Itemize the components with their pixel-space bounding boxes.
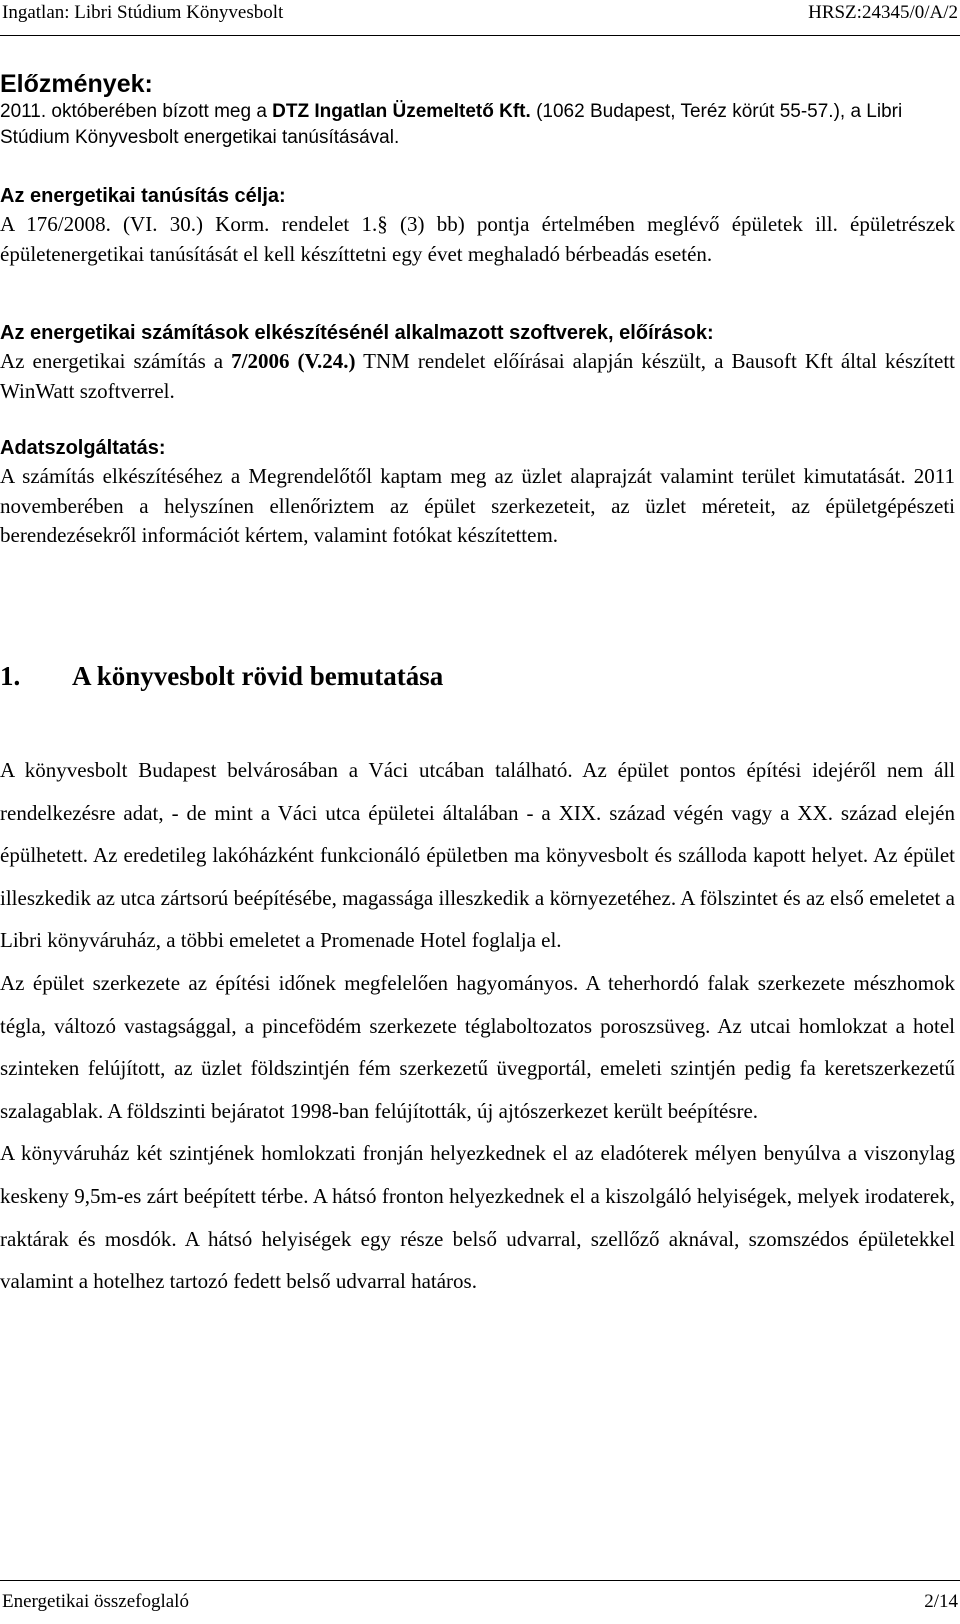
elozmenyek-company: DTZ Ingatlan Üzemeltető Kft. xyxy=(272,101,531,122)
section-1-paragraph-1: A könyvesbolt Budapest belvárosában a Váci utcában található. Az épület pontos építési idejéről nem áll rendelkezésre adat, - de mint a Váci utca épületei általában - a XIX. század végén vagy a XX. század elején épülhetett. Az eredetileg lakóházként funkcionáló épületben ma könyvesbolt és szálloda kapott helyet. Az épület illeszkedik az utca zártsorú beépítésébe, magassága illeszkedik a környezetéhez. A fölszintet és az első emeletet a Libri könyváruház, a többi emeletet a Promenade Hotel foglalja el. xyxy=(0,758,955,953)
adat-text: A számítás elkészítéséhez a Megrendelőtől kaptam meg az üzlet alaprajzát valamint terület kimutatását. 2011 novemberében a helyszínen ellenőriztem az épület szerkezeteit, az üzlet méreteit, az épületgépészeti berendezésekről információt kértem, valamint fotókat készítettem. xyxy=(0,464,955,547)
szoftver-text xyxy=(0,347,955,406)
page-header xyxy=(0,0,960,28)
section-1-title: A könyvesbolt rövid bemutatása xyxy=(72,661,444,691)
footer-page-number: 2/14 xyxy=(924,1591,958,1612)
cel-text: A 176/2008. (VI. 30.) Korm. rendelet 1.§ (3) bb) pontja értelmében meglévő épületek ill. épületrészek épületenergetikai tanúsítását el kell készíttetni egy évet meghaladó bérbeadás esetén. xyxy=(0,212,955,266)
adat-title: Adatszolgáltatás: xyxy=(0,437,166,459)
section-1-paragraph-3: A könyváruház két szintjének homlokzati fronján helyezkednek el az eladóterek mélyen benyúlva a viszonylag keskeny 9,5m-es zárt beépített térbe. A hátsó fronton helyezkednek el a kiszolgáló helyiségek, melyek irodaterek, raktárak és mosdók. A hátsó helyiségek egy része belső udvarral, szellőző aknával, szomszédos épületekkel valamint a hotelhez tartozó fedett belső udvarral határos. xyxy=(0,1141,955,1294)
header-divider xyxy=(0,35,960,36)
footer-doc-title: Energetikai összefoglaló xyxy=(2,1591,189,1612)
page-footer xyxy=(0,1580,960,1610)
elozmenyek-text xyxy=(0,99,955,151)
section-1-paragraph-2: Az épület szerkezete az építési időnek megfelelően hagyományos. A teherhordó falak szerkezete mészhomok tégla, változó vastagsággal, a pincefödém szerkezete téglaboltozatos poroszsüveg. Az utcai homlokzat a hotel szinteken felújított, az üzlet földszintjén fém szerkezetű üvegportál, emeleti szintjén pedig fa keretszerkezetű szalagablak. A földszinti bejáratot 1998-ban felújították, új ajtószerkezet került beépítésre. xyxy=(0,970,955,1123)
section-adatszolgaltatas xyxy=(0,434,955,551)
szoftver-text-part2: TNM rendelet előírásai alapján készült, a Bausoft Kft által készített WinWatt szoftverrel. xyxy=(0,349,955,403)
section-1-heading xyxy=(0,659,955,693)
section-cel xyxy=(0,182,955,269)
header-lot-number: HRSZ:24345/0/A/2 xyxy=(808,2,958,23)
section-1-number: 1. xyxy=(0,661,21,691)
section-szoftver xyxy=(0,319,955,406)
elozmenyek-text-part1: 2011. októberében bízott meg a xyxy=(0,101,273,122)
szoftver-text-part1: Az energetikai számítás a xyxy=(0,349,232,373)
section-1 xyxy=(0,659,955,693)
szoftver-decree: 7/2006 (V.24.) xyxy=(231,349,356,373)
header-property-name: Ingatlan: Libri Stúdium Könyvesbolt xyxy=(2,2,284,23)
section-elozmenyek xyxy=(0,69,955,151)
szoftver-title: Az energetikai számítások elkészítésénél alkalmazott szoftverek, előírások: xyxy=(0,322,714,344)
footer-divider xyxy=(0,1580,960,1581)
elozmenyek-text-part2: (1062 Budapest, Teréz körút 55-57.), a Libri Stúdium Könyvesbolt energetikai tanúsításával. xyxy=(0,101,903,148)
cel-title: Az energetikai tanúsítás célja: xyxy=(0,185,286,207)
section-1-body xyxy=(0,749,955,1303)
elozmenyek-title: Előzmények: xyxy=(0,70,153,98)
